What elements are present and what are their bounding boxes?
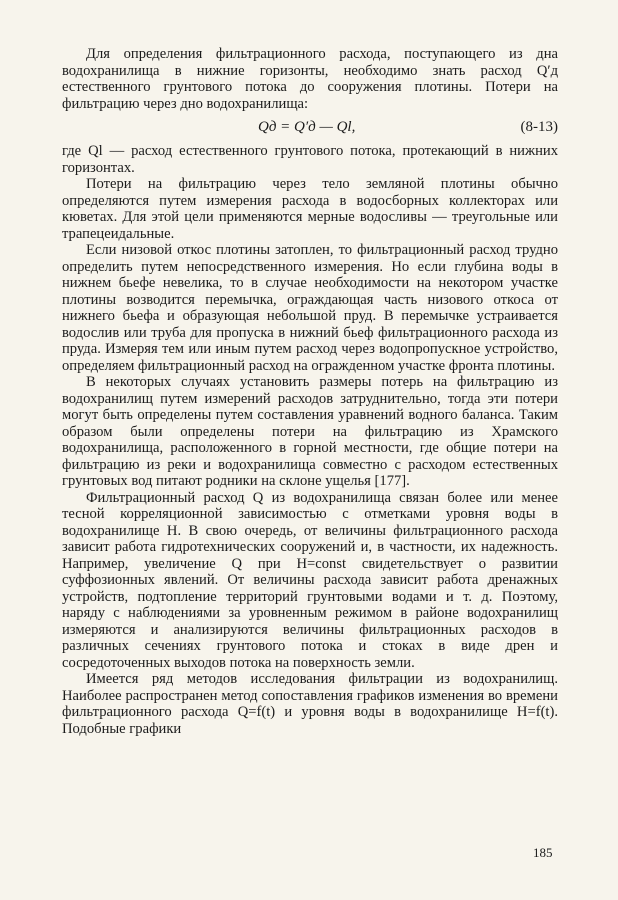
paragraph-intro: Для определения фильтрационного расхода, поступающего из дна водохранилища в нижние горизонты, необходимо знать расход Q′д естественного грунтового потока до сооружения плотины. Потери на фильтрацию через дно водохранилища: [62,46,558,112]
paragraph-correlation: Фильтрационный расход Q из водохранилища связан более или менее тесной корреляционной зависимостью с отметками уровня воды в водохранилище H. В свою очередь, от величины фильтрационного расхода зависит работа гидротехнических сооружений и, в частности, их надежность. Например, увеличение Q при H=const свидетельствует о развитии суффозионных явлений. От величины расхода зависит работа дренажных устройств, подтопление территорий грунтовыми водами и т. д. Поэтому, наряду с наблюдениями за уровненным режимом в районе водохранилищ измеряются и анализируются величины фильтрационных расходов в различных сечениях грунтового потока и стоках в виде дрен и сосредоточенных выходов потока на поверхность земли. [62,489,558,671]
paragraph-flooded-slope: Если низовой откос плотины затоплен, то фильтрационный расход трудно определить путем непосредственного измерения. Но если глубина воды в нижнем бьефе невелика, то в случае необходимости на некотором участке плотины возводится перемычка, ограждающая часть низового откоса от нижнего бьефа и образующая небольшой пруд. В перемычке устраивается водослив или труба для пропуска в нижний бьеф фильтрационного расхода из пруда. Измеряя тем или иным путем расход через водопропускное устройство, определяем фильтрационный расход на огражденном участке фронта плотины. [62,242,558,374]
page-number: 185 [533,845,553,860]
formula-8-13 [62,113,558,141]
formula-expression: Qд = Q′д — Ql, [258,119,356,135]
paragraph-where: где Ql — расход естественного грунтового потока, протекающий в нижних горизонтах. [62,143,558,176]
body-text [62,46,558,737]
paragraph-methods: Имеется ряд методов исследования фильтрации из водохранилищ. Наиболее распространен метод сопоставления графиков изменения во времени фильтрационного расхода Q=f(t) и уровня воды в водохранилище H=f(t). Подобные графики [62,671,558,737]
paragraph-dam-losses: Потери на фильтрацию через тело земляной плотины обычно определяются путем измерения расхода в водосборных коллекторах или кюветах. Для этой цели применяются мерные водосливы — треугольные или трапецеидальные. [62,176,558,242]
formula-number: (8-13) [520,119,558,135]
paragraph-water-balance: В некоторых случаях установить размеры потерь на фильтрацию из водохранилищ путем измерений расходов затруднительно, тогда эти потери могут быть определены путем составления уравнений водного баланса. Таким образом были определены потери на фильтрацию из Храмского водохранилища, расположенного в горной местности, где общие потери на фильтрацию из реки и водохранилища совместно с расходом естественных грунтовых вод питают родники на склоне ущелья [177]. [62,374,558,489]
